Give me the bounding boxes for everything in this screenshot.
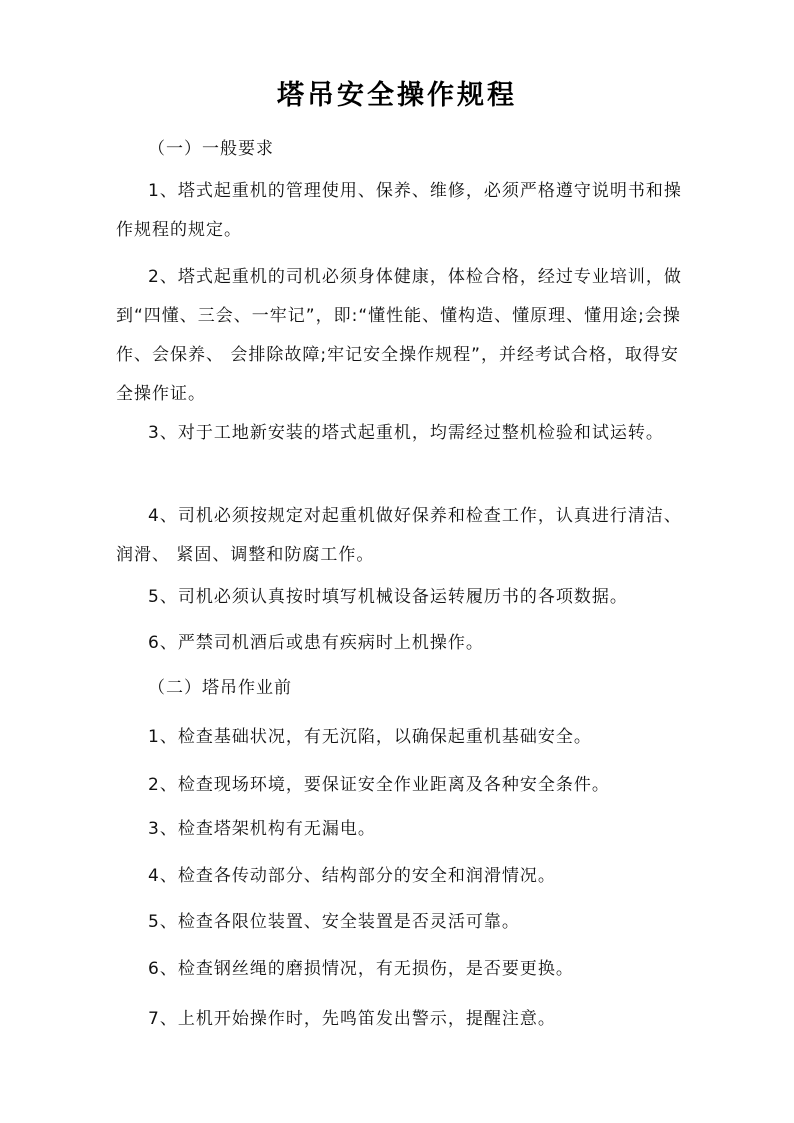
list-item: 5、检查各限位装置、安全装置是否灵活可靠。: [148, 912, 520, 932]
list-item: 4、检查各传动部分、结构部分的安全和润滑情况。: [148, 866, 556, 886]
list-item: 3、检查塔架机构有无漏电。: [148, 819, 376, 839]
list-item: 1、塔式起重机的管理使用、保养、维修，必须严格遵守说明书和操作规程的规定。: [116, 181, 682, 240]
list-item: 1、检查基础状况，有无沉陷，以确保起重机基础安全。: [148, 727, 592, 747]
list-item: 6、严禁司机酒后或患有疾病时上机操作。: [148, 633, 484, 653]
section-heading-before-operation: （二）塔吊作业前: [148, 678, 292, 698]
list-item: 6、检查钢丝绳的磨损情况，有无损伤，是否要更换。: [148, 959, 574, 979]
section-heading-general: （一）一般要求: [148, 139, 274, 159]
list-item: 7、上机开始操作时，先鸣笛发出警示，提醒注意。: [148, 1009, 556, 1029]
list-item: 2、塔式起重机的司机必须身体健康，体检合格，经过专业培训，做到“四懂、三会、一牢记”，即:“懂性能、懂构造、懂原理、懂用途;会操作、会保养、 会排除故障;牢记安全操作规程”，并经考试合格，取得安全操作证。: [116, 267, 682, 404]
list-item: 5、司机必须认真按时填写机械设备运转履历书的各项数据。: [148, 587, 628, 607]
document-title: 塔吊安全操作规程: [277, 80, 517, 111]
list-item: 2、检查现场环境，要保证安全作业距离及各种安全条件。: [148, 775, 610, 795]
list-item: 3、对于工地新安装的塔式起重机，均需经过整机检验和试运转。: [148, 423, 664, 443]
list-item: 4、司机必须按规定对起重机做好保养和检查工作，认真进行清洁、润滑、 紧固、调整和防腐工作。: [116, 506, 682, 565]
